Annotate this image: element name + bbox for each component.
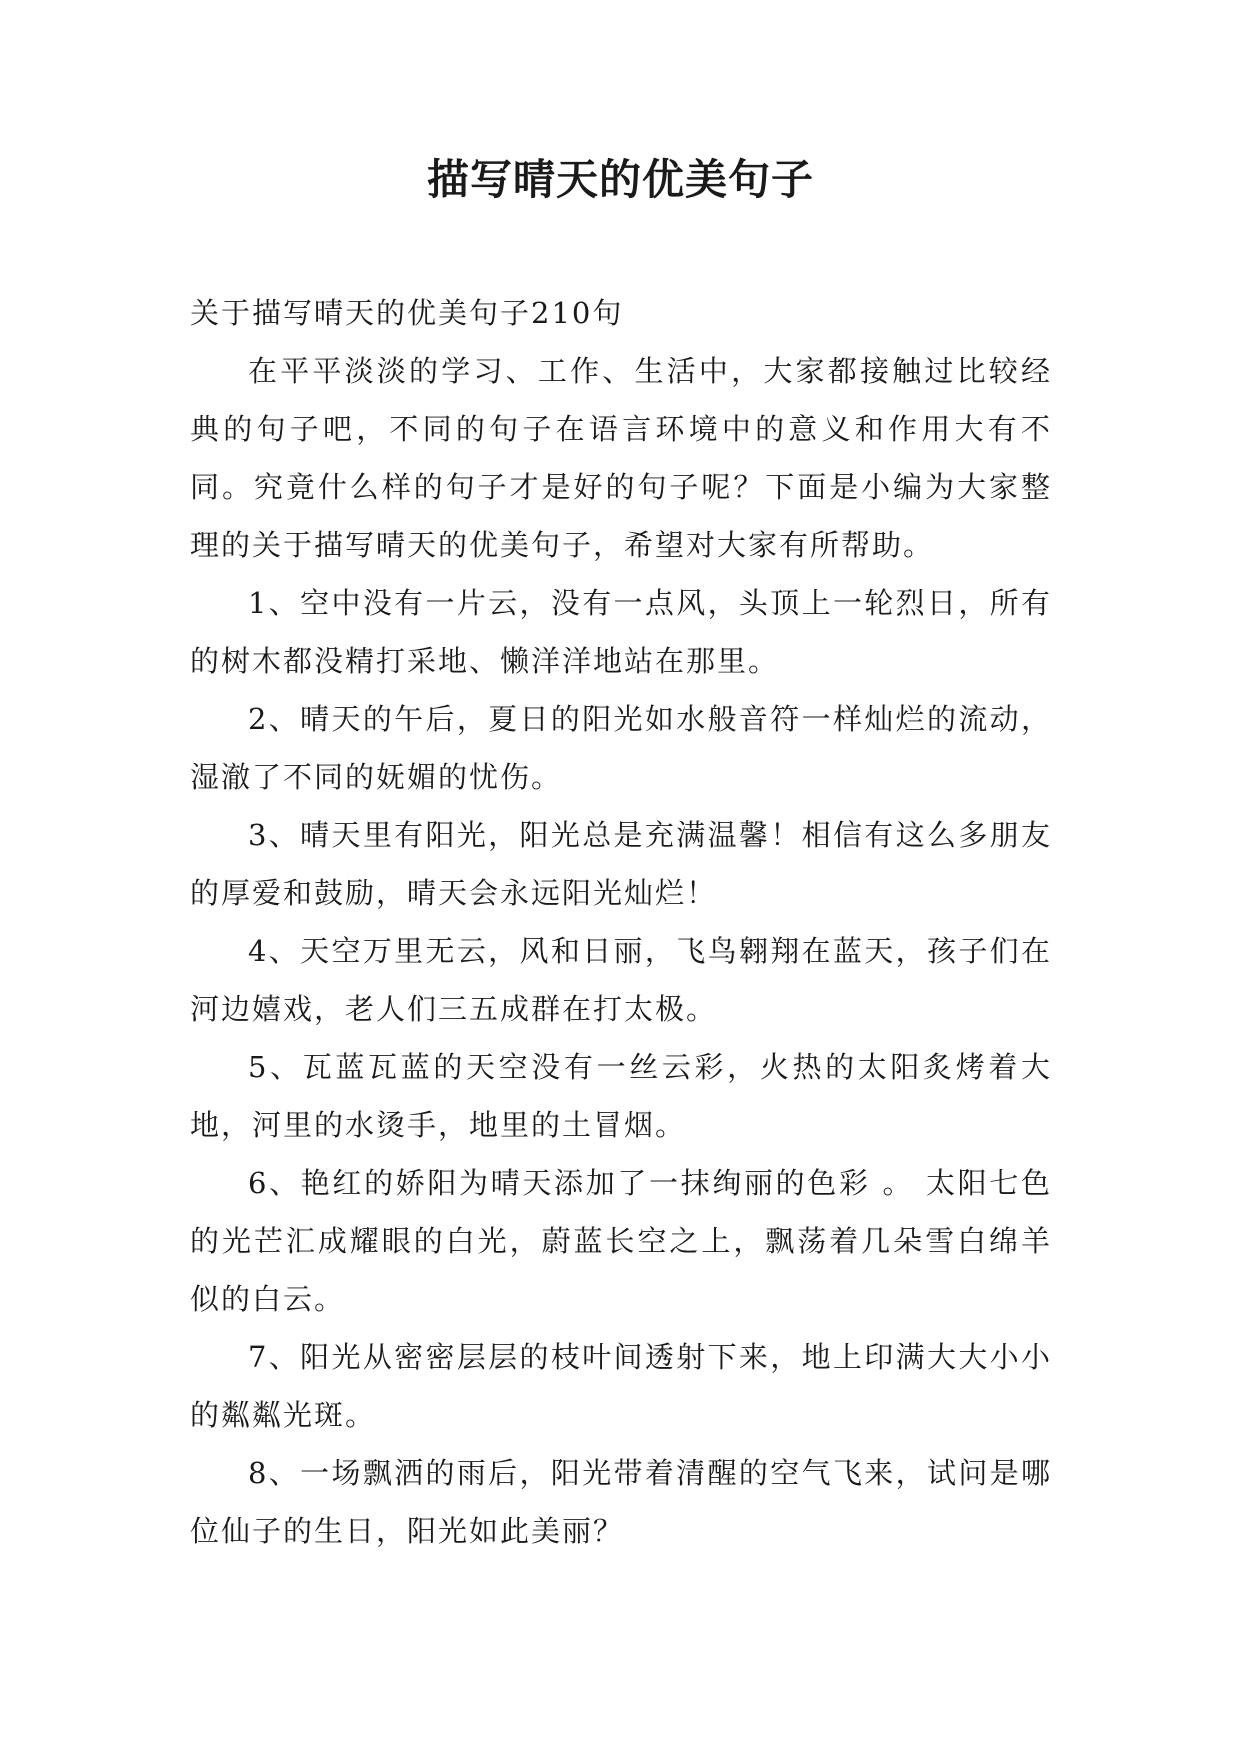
sentence-item-4: 4、天空万里无云，风和日丽，飞鸟翱翔在蓝天，孩子们在河边嬉戏，老人们三五成群在打太极。 [190,934,1052,1026]
sentence-item-8: 8、一场飘洒的雨后，阳光带着清醒的空气飞来，试问是哪位仙子的生日，阳光如此美丽？ [190,1456,1052,1548]
sentence-item-1: 1、空中没有一片云，没有一点风，头顶上一轮烈日，所有的树木都没精打采地、懒洋洋地站在那里。 [190,586,1052,678]
sentence-item-3: 3、晴天里有阳光，阳光总是充满温馨！相信有这么多朋友的厚爱和鼓励，晴天会永远阳光灿烂！ [190,818,1052,910]
document-title: 描写晴天的优美句子 [426,155,814,204]
document-body [190,284,1052,1560]
sentence-item-2: 2、晴天的午后，夏日的阳光如水般音符一样灿烂的流动，湿澈了不同的妩媚的忧伤。 [190,702,1052,794]
sentence-item-5: 5、瓦蓝瓦蓝的天空没有一丝云彩，火热的太阳炙烤着大地，河里的水烫手，地里的土冒烟。 [190,1050,1052,1142]
intro-paragraph: 在平平淡淡的学习、工作、生活中，大家都接触过比较经典的句子吧，不同的句子在语言环境中的意义和作用大有不同。究竟什么样的句子才是好的句子呢？下面是小编为大家整理的关于描写晴天的优美句子，希望对大家有所帮助。 [190,354,1052,562]
sentence-item-6: 6、艳红的娇阳为晴天添加了一抹绚丽的色彩 。 太阳七色的光芒汇成耀眼的白光，蔚蓝长空之上，飘荡着几朵雪白绵羊似的白云。 [190,1166,1052,1316]
document-subtitle: 关于描写晴天的优美句子210句 [190,296,624,330]
sentence-item-7: 7、阳光从密密层层的枝叶间透射下来，地上印满大大小小的粼粼光斑。 [190,1340,1052,1432]
